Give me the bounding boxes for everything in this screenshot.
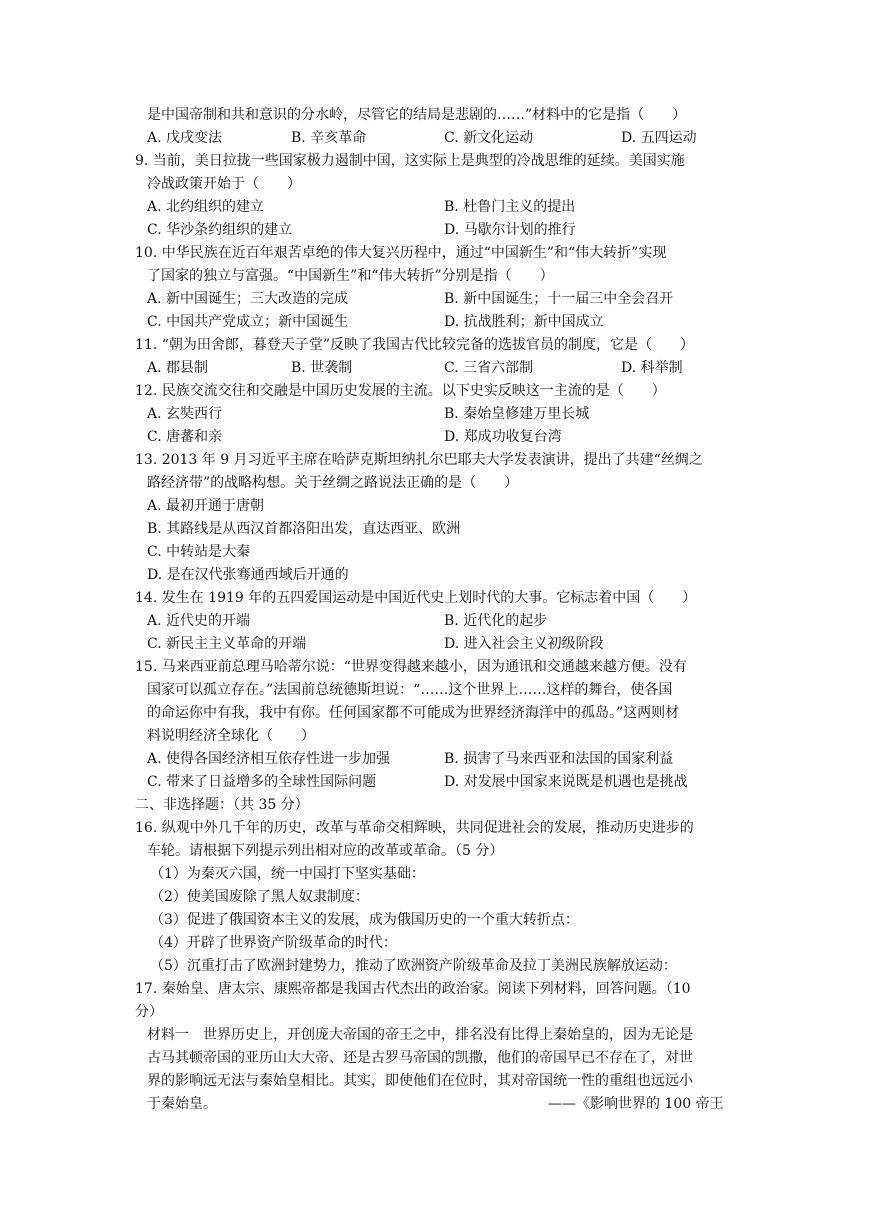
option-a: A. 最初开通于唐朝: [147, 498, 265, 514]
sub-question: （2）使美国废除了黑人奴隶制度：: [150, 889, 369, 905]
question-text: 13. 2013 年 9 月习近平主席在哈萨克斯坦纳扎尔巴耶夫大学发表演讲，提出了共建“丝绸之: [135, 452, 703, 468]
q8-stem-continued: [0, 104, 869, 126]
option-c: C. 唐蕃和亲: [147, 429, 223, 445]
option-b: B. 损害了马来西亚和法国的国家利益: [444, 751, 674, 767]
option-c: C. 新文化运动: [444, 130, 534, 146]
q10-options-ab: [0, 288, 869, 310]
option-a: A. 戊戌变法: [147, 130, 223, 146]
material-1-line4: [0, 1093, 869, 1115]
option-b: B. 近代化的起步: [444, 613, 548, 629]
q14-options-ab: [0, 610, 869, 632]
q12-stem: [0, 380, 869, 402]
question-text: 11. “朝为田舍郎，暮登天子堂”反映了我国古代比较完备的选拔官员的制度，它是（ ）: [135, 337, 695, 353]
question-text: 9. 当前，美日拉拢一些国家极力遏制中国，这实际上是典型的冷战思维的延续。美国实施: [135, 153, 685, 169]
q10-stem: [0, 242, 869, 264]
sub-question: （1）为秦灭六国，统一中国打下坚实基础：: [150, 866, 425, 882]
option-a: A. 玄奘西行: [147, 406, 223, 422]
question-text: 料说明经济全球化（ ）: [147, 728, 315, 744]
q16-sub-5: [0, 955, 869, 977]
material-citation: ——《影响世界的 100 帝王: [548, 1096, 724, 1112]
option-d: D. 进入社会主义初级阶段: [444, 636, 604, 652]
question-text: 车轮。请根据下列提示列出相对应的改革或革命。（5 分）: [147, 843, 504, 859]
material-text: 材料一 世界历史上，开创庞大帝国的帝王之中，排名没有比得上秦始皇的，因为无论是: [147, 1027, 693, 1043]
q9-options-ab: [0, 196, 869, 218]
q12-options-cd: [0, 426, 869, 448]
q17-stem: [0, 978, 869, 1000]
option-c: C. 华沙条约组织的建立: [147, 222, 293, 238]
option-b: B. 新中国诞生；十一届三中全会召开: [444, 291, 674, 307]
question-text: 路经济带”的战略构想。关于丝绸之路说法正确的是（ ）: [147, 475, 519, 491]
q10-options-cd: [0, 311, 869, 333]
option-d: D. 是在汉代张骞通西域后开通的: [147, 567, 349, 583]
option-a: A. 郡县制: [147, 360, 209, 376]
option-b: B. 其路线是从西汉首都洛阳出发，直达西亚、欧洲: [147, 521, 461, 537]
section-title: 二、非选择题：（共 35 分）: [135, 797, 309, 813]
question-text: 16. 纵观中外几千年的历史，改革与革命交相辉映，共同促进社会的发展，推动历史进步的: [135, 820, 694, 836]
option-a: A. 近代史的开端: [147, 613, 251, 629]
q15-stem-line3: [0, 702, 869, 724]
option-b: B. 世袭制: [291, 360, 353, 376]
q11-options: [0, 357, 869, 379]
option-d: D. 科举制: [621, 360, 683, 376]
q13-option-a: [0, 495, 869, 517]
section-heading: [0, 794, 869, 816]
question-text: 10. 中华民族在近百年艰苦卓绝的伟大复兴历程中，通过“中国新生”和“伟大转折”实现: [135, 245, 667, 261]
q13-option-b: [0, 518, 869, 540]
question-text: 是中国帝制和共和意识的分水岭，尽管它的结局是悲剧的……”材料中的它是指（ ）: [147, 107, 687, 123]
option-c: C. 新民主主义革命的开端: [147, 636, 307, 652]
q17-stem-line2: [0, 1001, 869, 1023]
option-d: D. 郑成功收复台湾: [444, 429, 562, 445]
q13-option-d: [0, 564, 869, 586]
question-text: 分）: [135, 1004, 163, 1020]
option-b: B. 秦始皇修建万里长城: [444, 406, 590, 422]
q12-options-ab: [0, 403, 869, 425]
q11-stem: [0, 334, 869, 356]
question-text: 国家可以孤立存在。”法国前总统德斯坦说：“……这个世界上……这样的舞台，使各国: [147, 682, 673, 698]
option-d: D. 马歇尔计划的推行: [444, 222, 576, 238]
option-c: C. 中国共产党成立；新中国诞生: [147, 314, 349, 330]
q9-options-cd: [0, 219, 869, 241]
option-d: D. 抗战胜利；新中国成立: [444, 314, 604, 330]
q16-sub-2: [0, 886, 869, 908]
question-text: 的命运你中有我，我中有你。任何国家都不可能成为世界经济海洋中的孤岛。”这两则材: [147, 705, 680, 721]
option-b: B. 辛亥革命: [291, 130, 367, 146]
option-a: A. 新中国诞生；三大改造的完成: [147, 291, 349, 307]
q13-stem: [0, 449, 869, 471]
material-1-line1: [0, 1024, 869, 1046]
q13-stem-line2: [0, 472, 869, 494]
q8-options: [0, 127, 869, 149]
q16-stem: [0, 817, 869, 839]
q15-stem-line4: [0, 725, 869, 747]
material-1-line2: [0, 1047, 869, 1069]
question-text: 15. 马来西亚前总理马哈蒂尔说：“世界变得越来越小，因为通讯和交通越来越方便。没有: [135, 659, 687, 675]
material-text: 于秦始皇。: [147, 1096, 217, 1112]
question-text: 冷战政策开始于（ ）: [147, 176, 301, 192]
q15-options-cd: [0, 771, 869, 793]
sub-question: （5）沉重打击了欧洲封建势力，推动了欧洲资产阶级革命及拉丁美洲民族解放运动：: [150, 958, 677, 974]
q10-stem-line2: [0, 265, 869, 287]
option-a: A. 北约组织的建立: [147, 199, 265, 215]
q9-stem: [0, 150, 869, 172]
sub-question: （4）开辟了世界资产阶级革命的时代：: [150, 935, 397, 951]
q9-stem-line2: [0, 173, 869, 195]
question-text: 12. 民族交流交往和交融是中国历史发展的主流。以下史实反映这一主流的是（ ）: [135, 383, 666, 399]
q15-stem-line2: [0, 679, 869, 701]
q13-option-c: [0, 541, 869, 563]
q16-sub-4: [0, 932, 869, 954]
material-text: 古马其顿帝国的亚历山大大帝、还是古罗马帝国的凯撒，他们的帝国早已不存在了，对世: [147, 1050, 693, 1066]
q15-stem: [0, 656, 869, 678]
option-c: C. 中转站是大秦: [147, 544, 251, 560]
question-text: 了国家的独立与富强。“中国新生”和“伟大转折”分别是指（ ）: [147, 268, 554, 284]
material-1-line3: [0, 1070, 869, 1092]
option-b: B. 杜鲁门主义的提出: [444, 199, 576, 215]
q16-sub-3: [0, 909, 869, 931]
option-a: A. 使得各国经济相互依存性进一步加强: [147, 751, 391, 767]
q16-stem-line2: [0, 840, 869, 862]
material-text: 界的影响远无法与秦始皇相比。其实，即使他们在位时，其对帝国统一性的重组也远远小: [147, 1073, 693, 1089]
question-text: 14. 发生在 1919 年的五四爱国运动是中国近代史上划时代的大事。它标志着中国（ ）: [135, 590, 697, 606]
sub-question: （3）促进了俄国资本主义的发展，成为俄国历史的一个重大转折点：: [150, 912, 579, 928]
option-d: D. 对发展中国家来说既是机遇也是挑战: [444, 774, 688, 790]
option-c: C. 带来了日益增多的全球性国际问题: [147, 774, 377, 790]
q16-sub-1: [0, 863, 869, 885]
option-d: D. 五四运动: [621, 130, 697, 146]
q14-stem: [0, 587, 869, 609]
q15-options-ab: [0, 748, 869, 770]
option-c: C. 三省六部制: [444, 360, 534, 376]
question-text: 17. 秦始皇、唐太宗、康熙帝都是我国古代杰出的政治家。阅读下列材料，回答问题。（10: [135, 981, 691, 997]
q14-options-cd: [0, 633, 869, 655]
